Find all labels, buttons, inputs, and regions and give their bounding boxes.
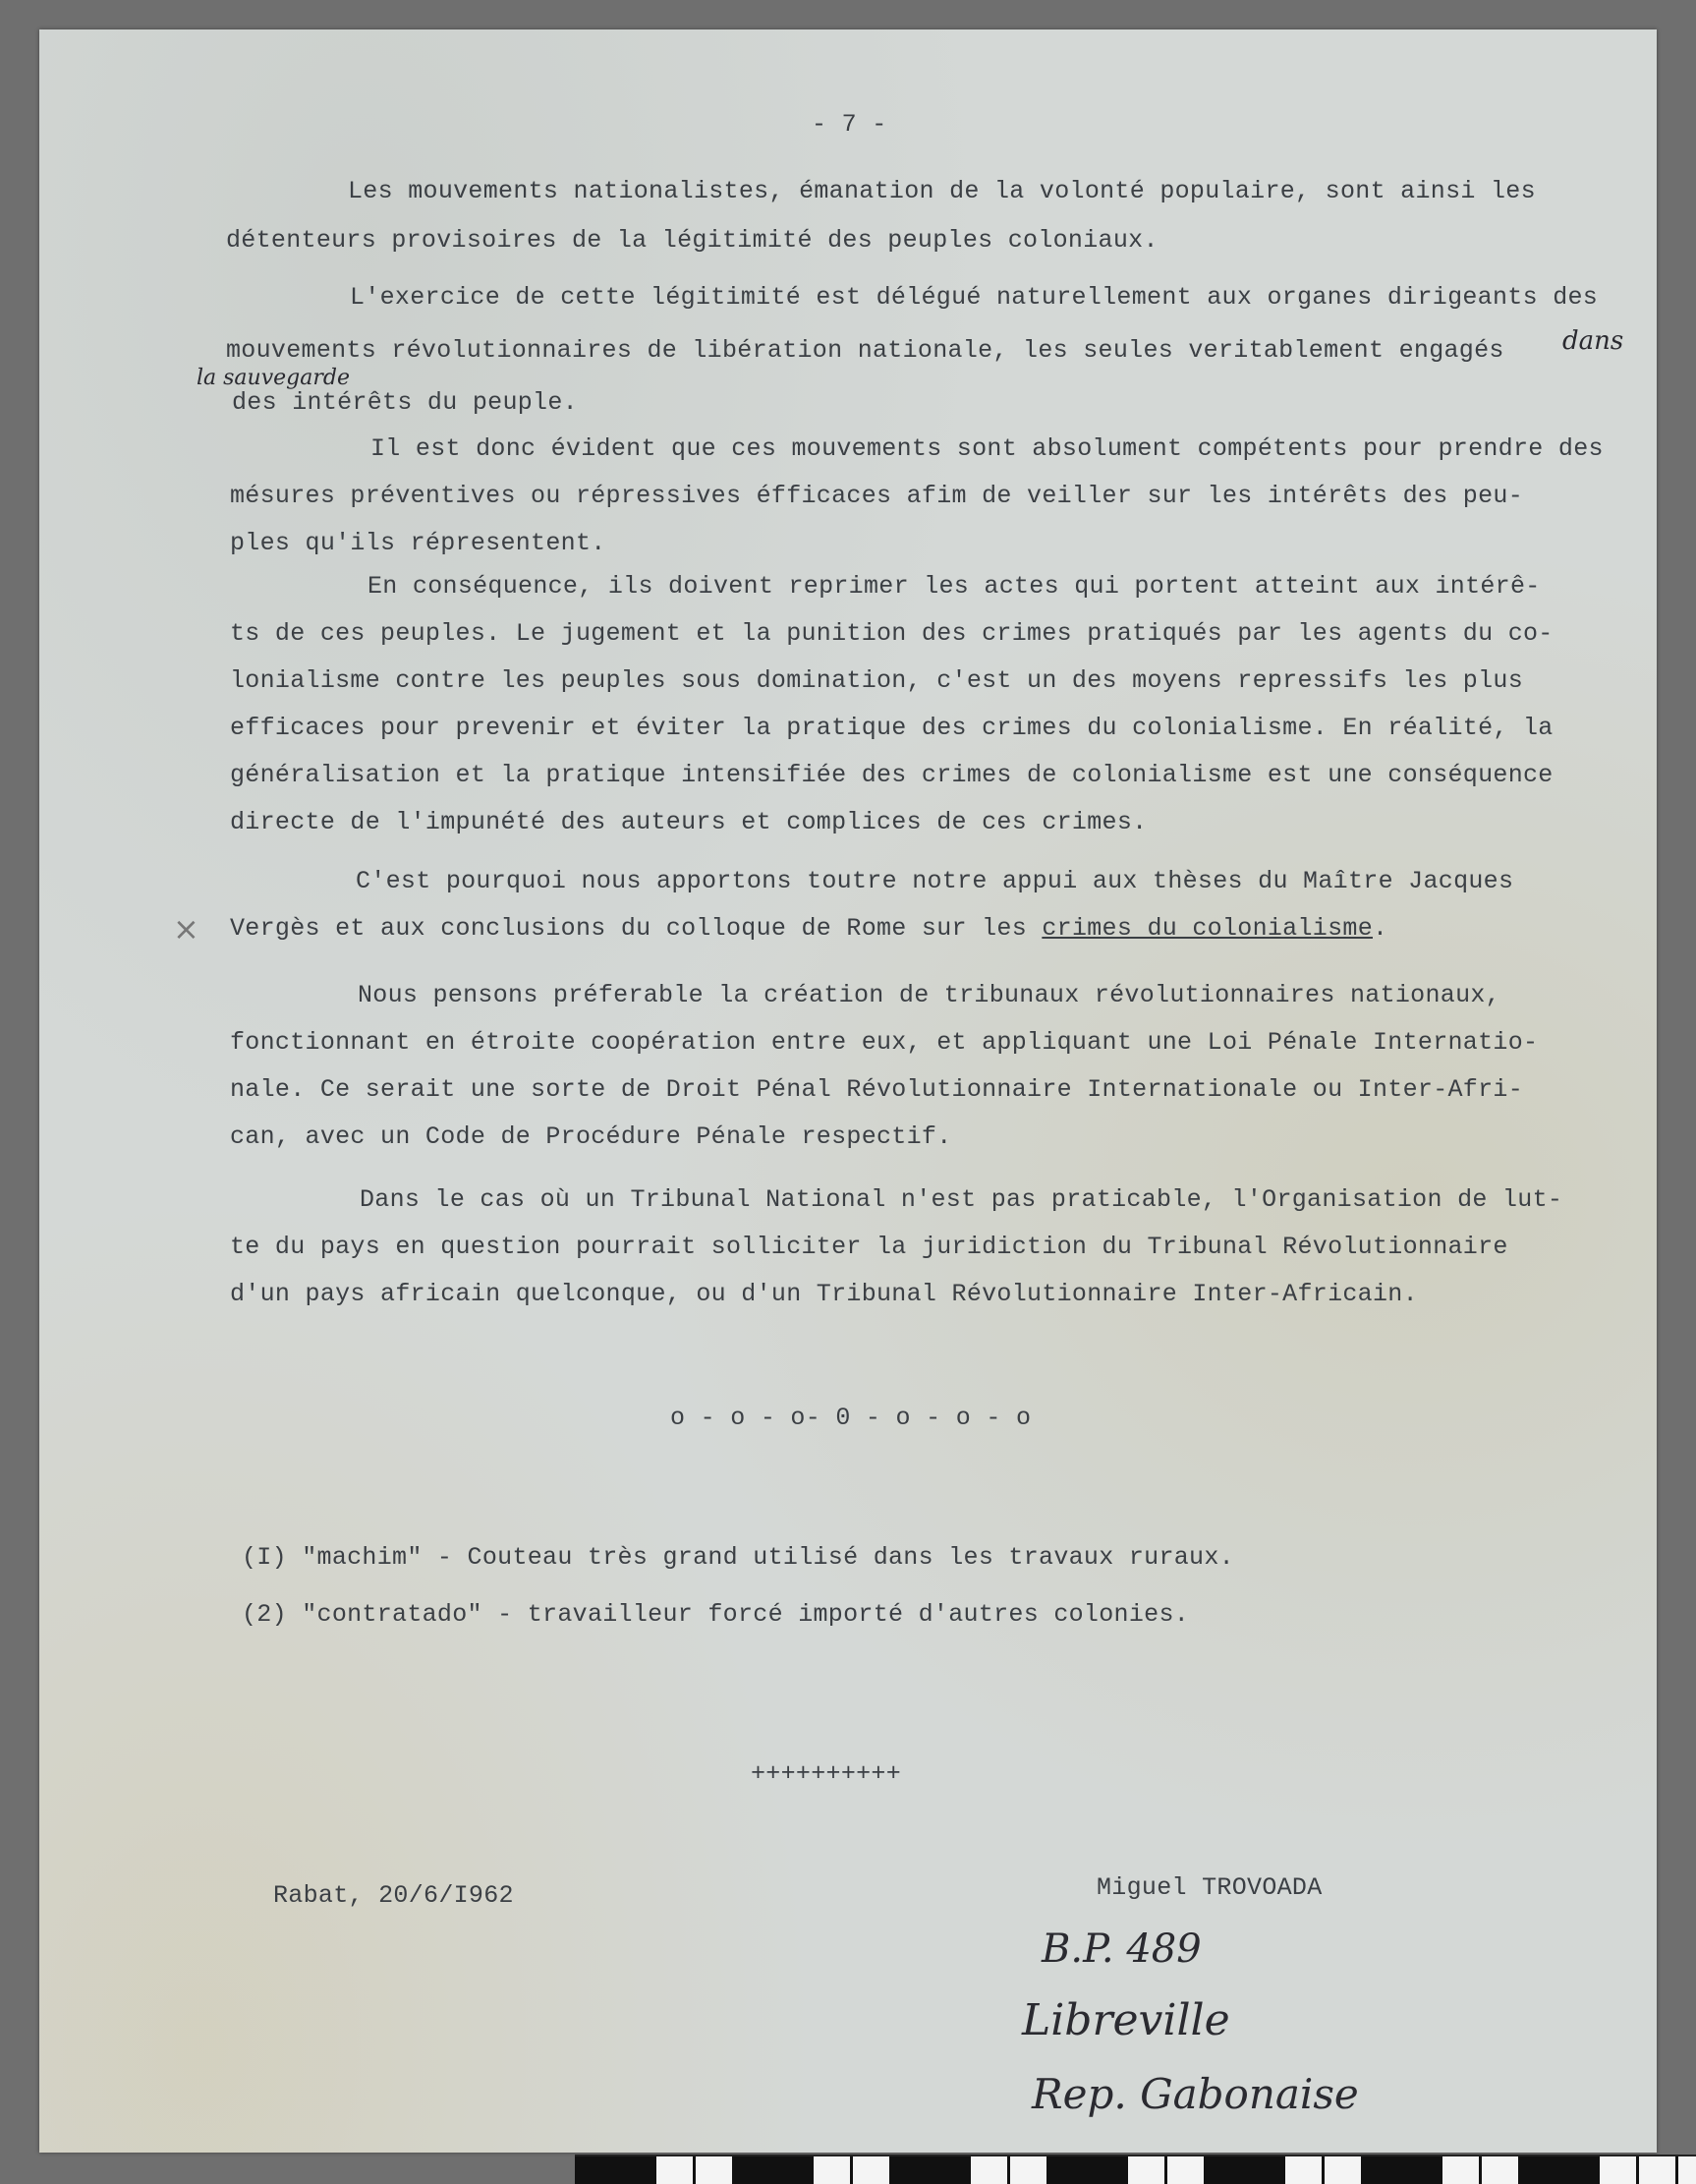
text-line: directe de l'impunété des auteurs et complices de ces crimes.	[230, 808, 1148, 836]
text-line: C'est pourquoi nous apportons toutre notre appui aux thèses du Maître Jacques	[356, 867, 1514, 895]
ruler-block	[1518, 2156, 1597, 2184]
ruler-block	[732, 2156, 811, 2184]
ruler-block	[1204, 2156, 1282, 2184]
footnote: (2) "contratado" - travailleur forcé importé d'autres colonies.	[242, 1600, 1190, 1629]
end-mark: ++++++++++	[751, 1759, 902, 1788]
underlined-phrase: crimes du colonialisme	[1042, 914, 1373, 943]
text-line: fonctionnant en étroite coopération entre eux, et appliquant une Loi Pénale Internatio-	[230, 1028, 1539, 1057]
signatory-name: Miguel TROVOADA	[1097, 1873, 1323, 1902]
handwritten-address-line: Rep. Gabonaise	[1032, 2070, 1359, 2118]
text-line: généralisation et la pratique intensifiée des crimes de colonialisme est une conséquence	[230, 761, 1554, 789]
text-line: nale. Ce serait une sorte de Droit Pénal Révolutionnaire Internationale ou Inter-Afri-	[230, 1075, 1524, 1104]
text-line: te du pays en question pourrait solliciter la juridiction du Tribunal Révolutionnaire	[230, 1233, 1508, 1261]
text-line: Vergès et aux conclusions du colloque de Rome sur les crimes du colonialisme.	[230, 914, 1388, 943]
text-line: Les mouvements nationalistes, émanation de la volonté populaire, sont ainsi les	[348, 177, 1536, 205]
separator: o - o - o- 0 - o - o - o	[670, 1404, 1032, 1432]
text-line: Dans le cas où un Tribunal National n'est pas praticable, l'Organisation de lut-	[360, 1185, 1563, 1214]
handwritten-address-line: Libreville	[1022, 1995, 1230, 2045]
text-line: mouvements révolutionnaires de libération nationale, les seules veritablement engagés	[226, 336, 1504, 365]
handwritten-address-line: B.P. 489	[1042, 1926, 1202, 1972]
pencil-cross-mark: ×	[173, 910, 199, 948]
place-date: Rabat, 20/6/I962	[273, 1881, 514, 1910]
text-line: d'un pays africain quelconque, ou d'un Tribunal Révolutionnaire Inter-Africain.	[230, 1280, 1418, 1308]
text-line: ples qu'ils répresentent.	[230, 529, 606, 557]
text-line: des intérêts du peuple.	[232, 388, 578, 417]
handwritten-insert-dans: dans	[1562, 326, 1624, 356]
text-line: Nous pensons préferable la création de tribunaux révolutionnaires nationaux,	[358, 981, 1500, 1009]
text-line: ts de ces peuples. Le jugement et la punition des crimes pratiqués par les agents du co-	[230, 619, 1554, 648]
text-line: efficaces pour prevenir et éviter la pratique des crimes du colonialisme. En réalité, la	[230, 714, 1554, 742]
text-line: lonialisme contre les peuples sous domination, c'est un des moyens repressifs les plus	[230, 666, 1524, 695]
ruler-block	[575, 2156, 653, 2184]
footnote: (I) "machim" - Couteau très grand utilisé dans les travaux ruraux.	[242, 1543, 1234, 1572]
text-line: L'exercice de cette légitimité est délégué naturellement aux organes dirigeants des	[350, 283, 1599, 312]
document-page	[39, 29, 1657, 2153]
page-number: - 7 -	[812, 110, 887, 139]
ruler-block	[1361, 2156, 1440, 2184]
handwritten-insert-sauvegarde: la sauvegarde	[197, 366, 350, 390]
text-line: mésures préventives ou répressives éfficaces afim de veiller sur les intérêts des peu-	[230, 482, 1524, 510]
measurement-ruler	[575, 2155, 1696, 2184]
ruler-block	[889, 2156, 968, 2184]
ruler-block	[1046, 2156, 1125, 2184]
text-line: détenteurs provisoires de la légitimité des peuples coloniaux.	[226, 226, 1159, 255]
text-line: can, avec un Code de Procédure Pénale respectif.	[230, 1122, 952, 1151]
text-line: En conséquence, ils doivent reprimer les actes qui portent atteint aux intérê-	[367, 572, 1541, 601]
text-line: Il est donc évident que ces mouvements sont absolument compétents pour prendre des	[370, 434, 1604, 463]
